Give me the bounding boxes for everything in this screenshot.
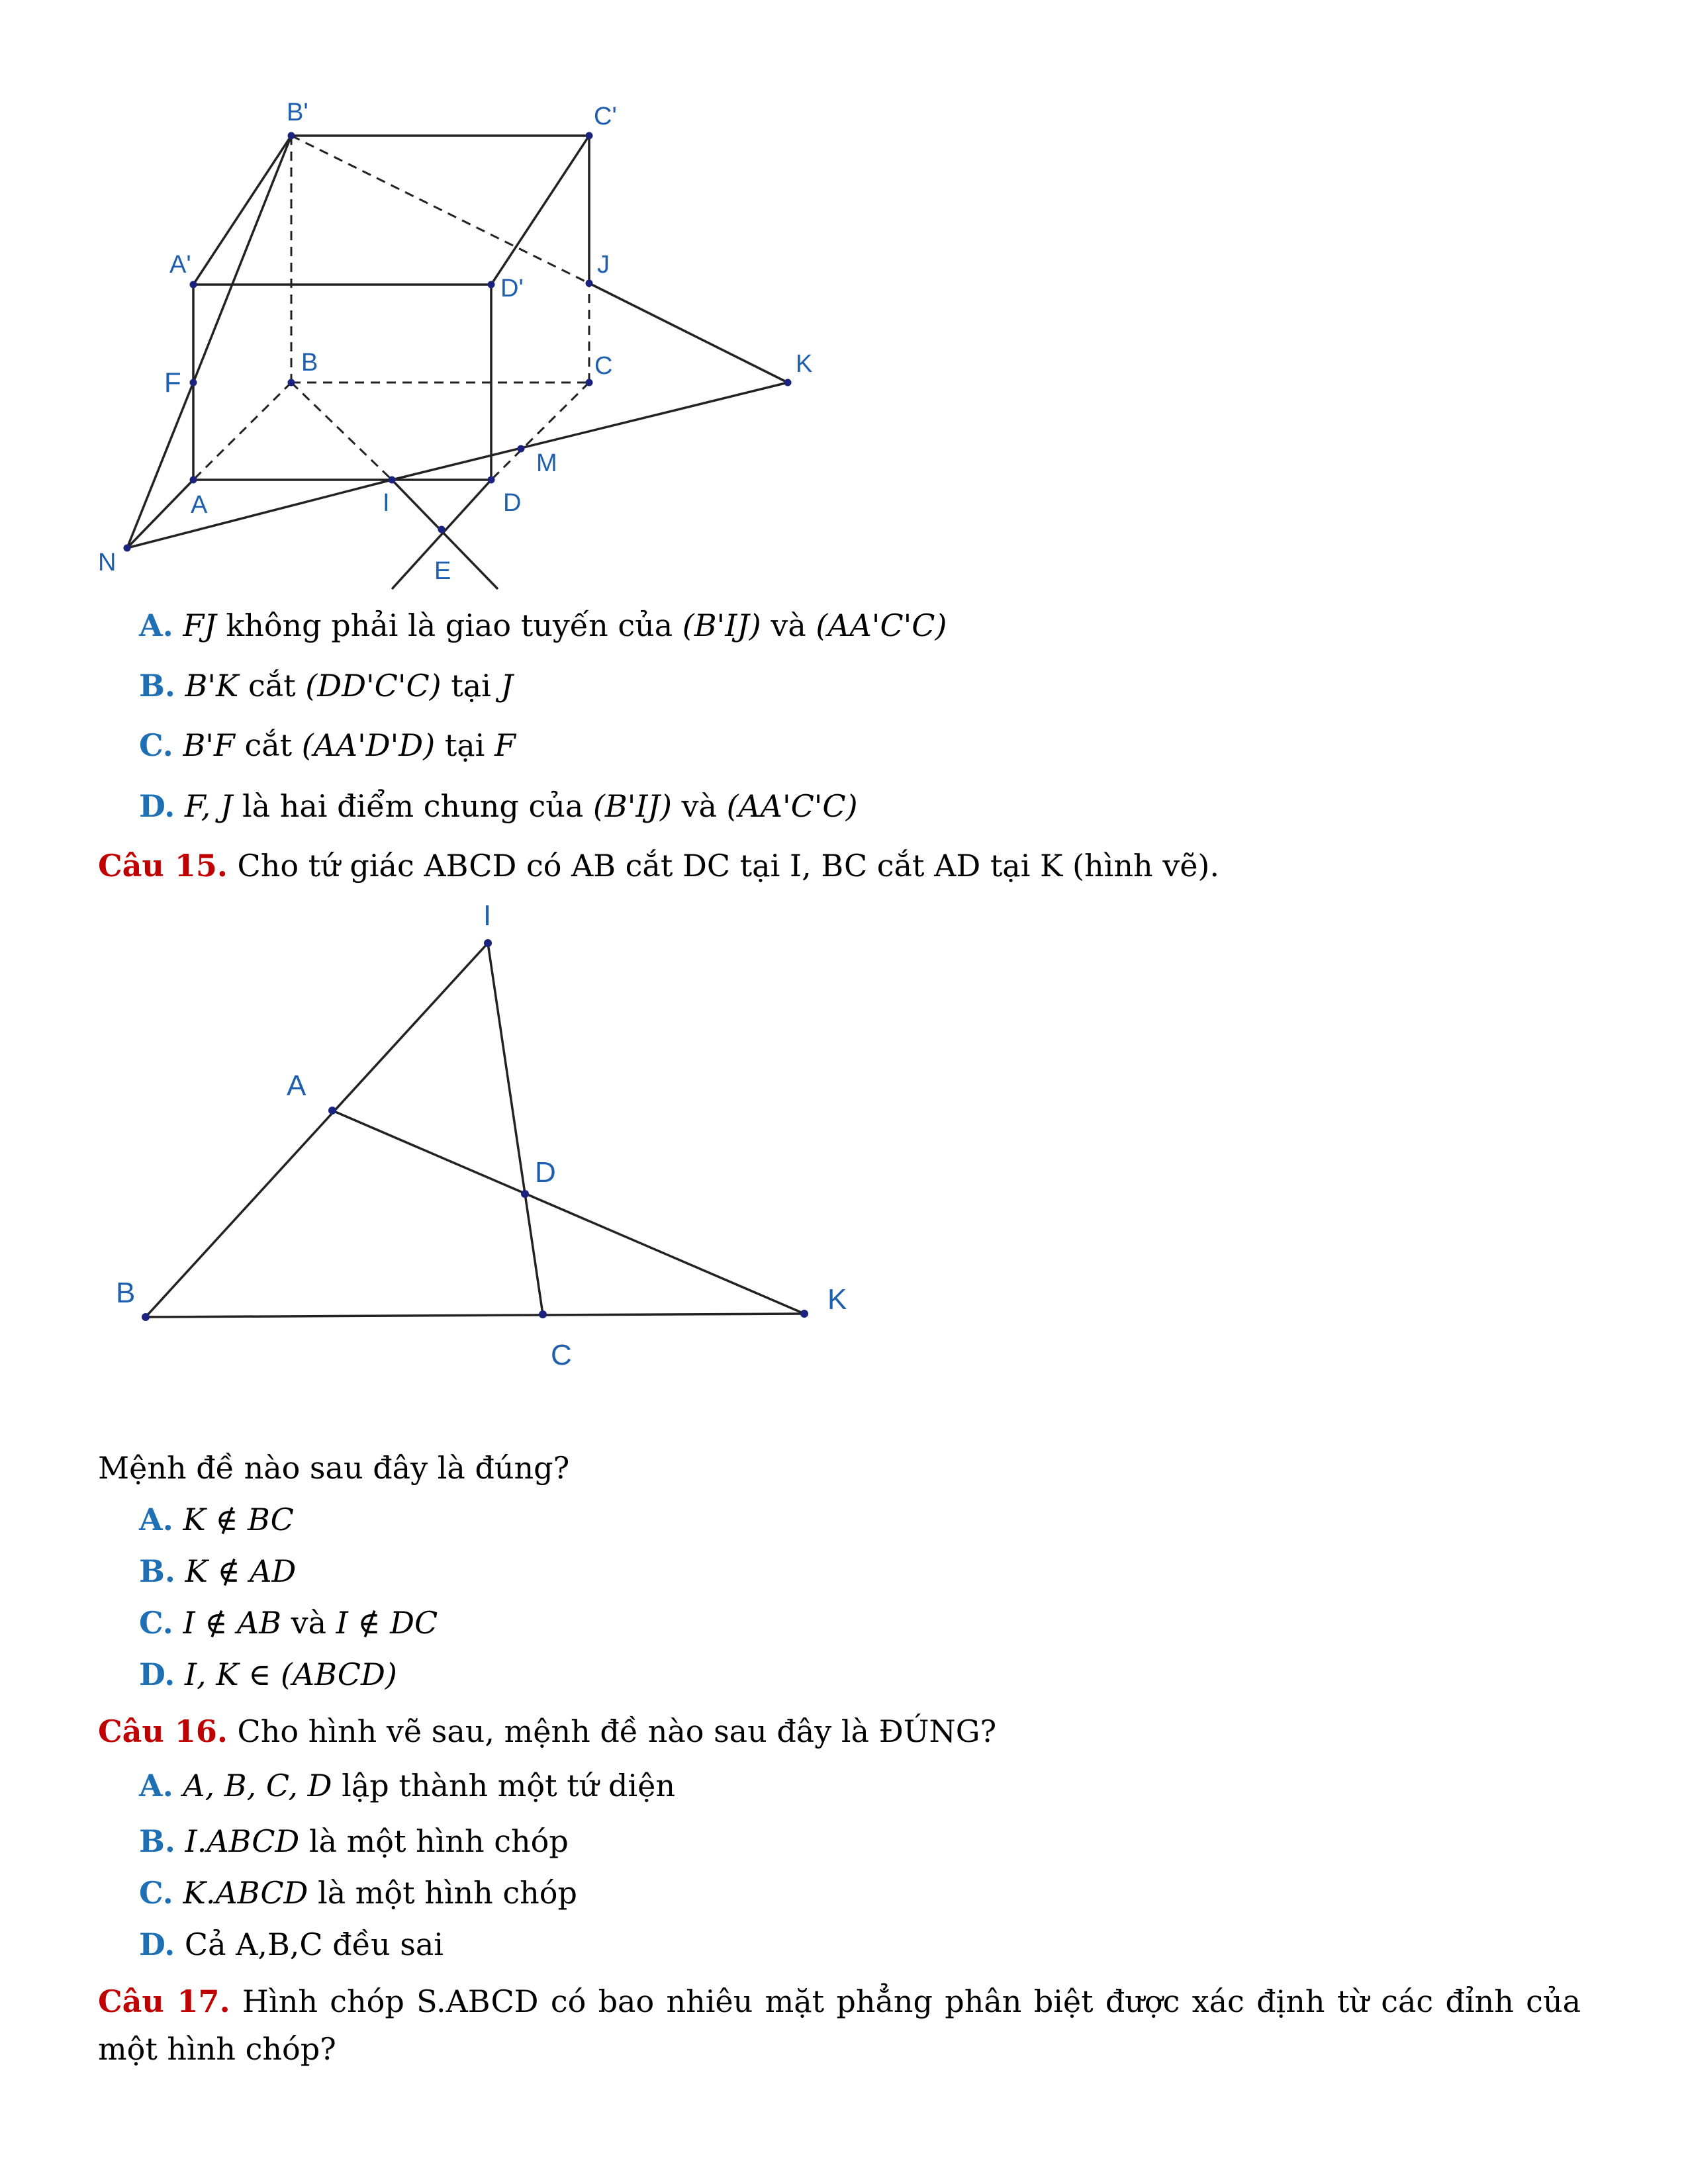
- point-I: [389, 477, 396, 484]
- option-letter: D.: [139, 1657, 175, 1692]
- point-K: [784, 379, 792, 387]
- point-B: [142, 1313, 150, 1321]
- label-I: I: [483, 900, 492, 932]
- label-Ap: A': [169, 251, 191, 279]
- point-Ap: [190, 281, 197, 289]
- question-label: Câu 16.: [98, 1713, 228, 1749]
- point-E: [438, 526, 445, 533]
- option-letter: A.: [139, 608, 173, 643]
- point-K: [800, 1310, 808, 1318]
- option-letter: D.: [139, 788, 175, 824]
- label-C: C: [551, 1339, 572, 1371]
- label-K: K: [827, 1283, 847, 1316]
- label-I: I: [383, 489, 390, 517]
- point-I: [484, 939, 492, 947]
- q15-option-a[interactable]: A. K ∉ BC: [139, 1502, 294, 1537]
- edge: [127, 480, 193, 548]
- label-Cp: C': [594, 103, 617, 130]
- label-K: K: [796, 350, 813, 378]
- label-E: E: [434, 557, 451, 585]
- label-F: F: [164, 367, 181, 398]
- label-A: A: [191, 491, 208, 519]
- label-N: N: [98, 549, 117, 576]
- point-N: [124, 545, 131, 552]
- label-B: B: [116, 1277, 136, 1309]
- label-M: M: [536, 449, 557, 477]
- label-Bp: B': [287, 99, 308, 126]
- label-D: D: [535, 1156, 556, 1189]
- point-D: [488, 477, 495, 484]
- edge: [127, 480, 392, 548]
- q16-option-b[interactable]: B. I.ABCD là một hình chóp: [139, 1823, 569, 1859]
- point-C: [586, 379, 593, 387]
- quadrilateral-figure: [0, 900, 1688, 1377]
- q16-option-d[interactable]: D. Cả A,B,C đều sai: [139, 1927, 444, 1962]
- q15-stem: Câu 15. Cho tứ giác ABCD có AB cắt DC tại I, BC cắt AD tại K (hình vẽ).: [98, 848, 1219, 884]
- point-A: [190, 477, 197, 484]
- q14-option-a[interactable]: A. FJ không phải là giao tuyến của (B'IJ) và (AA'C'C): [139, 608, 947, 643]
- edge: [127, 383, 193, 548]
- q16-stem: Câu 16. Cho hình vẽ sau, mệnh đề nào sau đây là ĐÚNG?: [98, 1713, 997, 1749]
- q16-option-a[interactable]: A. A, B, C, D lập thành một tứ diện: [139, 1768, 675, 1803]
- q15-option-b[interactable]: B. K ∉ AD: [139, 1553, 297, 1589]
- edge: [146, 943, 488, 1317]
- option-letter: C.: [139, 1875, 173, 1911]
- hidden-edge: [193, 383, 291, 480]
- label-C: C: [594, 352, 613, 380]
- prism-figure: [0, 0, 1688, 596]
- point-Cp: [586, 132, 593, 140]
- q16-option-c[interactable]: C. K.ABCD là một hình chóp: [139, 1875, 577, 1911]
- point-D: [521, 1190, 529, 1198]
- option-letter: D.: [139, 1927, 175, 1962]
- point-B: [288, 379, 295, 387]
- q14-option-b[interactable]: B. B'K cắt (DD'C'C) tại J: [139, 668, 513, 704]
- question-label: Câu 17.: [98, 1983, 230, 2019]
- q14-option-d[interactable]: D. F, J là hai điểm chung của (B'IJ) và (AA'C'C): [139, 788, 858, 824]
- hidden-edge: [291, 383, 392, 480]
- question-label: Câu 15.: [98, 848, 228, 884]
- option-letter: C.: [139, 1605, 173, 1641]
- label-J: J: [597, 251, 610, 279]
- point-Bp: [288, 132, 295, 140]
- point-Dp: [488, 281, 495, 289]
- point-A: [328, 1107, 336, 1115]
- option-letter: A.: [139, 1502, 173, 1537]
- label-Dp: D': [500, 275, 524, 302]
- label-A: A: [287, 1069, 306, 1102]
- point-J: [586, 280, 593, 287]
- edge: [488, 943, 543, 1314]
- label-B: B: [301, 349, 318, 377]
- q14-option-c[interactable]: C. B'F cắt (AA'D'D) tại F: [139, 727, 516, 763]
- edge: [491, 136, 589, 285]
- q15-prompt: Mệnh đề nào sau đây là đúng?: [98, 1450, 570, 1486]
- q17-stem: Câu 17. Hình chóp S.ABCD có bao nhiêu mặt phẳng phân biệt được xác định từ các đỉnh của một hình chóp?: [98, 1983, 1581, 2067]
- option-letter: C.: [139, 727, 173, 763]
- label-D: D: [503, 489, 522, 517]
- option-letter: B.: [139, 1553, 175, 1589]
- edge: [146, 1314, 804, 1317]
- hidden-edge: [291, 136, 589, 283]
- edge: [332, 1111, 804, 1314]
- q15-option-c[interactable]: C. I ∉ AB và I ∉ DC: [139, 1605, 438, 1641]
- point-M: [518, 445, 525, 453]
- option-letter: B.: [139, 668, 175, 704]
- edge: [589, 283, 788, 383]
- q15-option-d[interactable]: D. I, K ∈ (ABCD): [139, 1657, 397, 1692]
- edge: [392, 383, 788, 480]
- option-letter: A.: [139, 1768, 173, 1803]
- edge: [193, 136, 291, 285]
- point-C: [539, 1310, 547, 1318]
- point-F: [190, 379, 197, 387]
- edge: [193, 136, 291, 383]
- option-letter: B.: [139, 1823, 175, 1859]
